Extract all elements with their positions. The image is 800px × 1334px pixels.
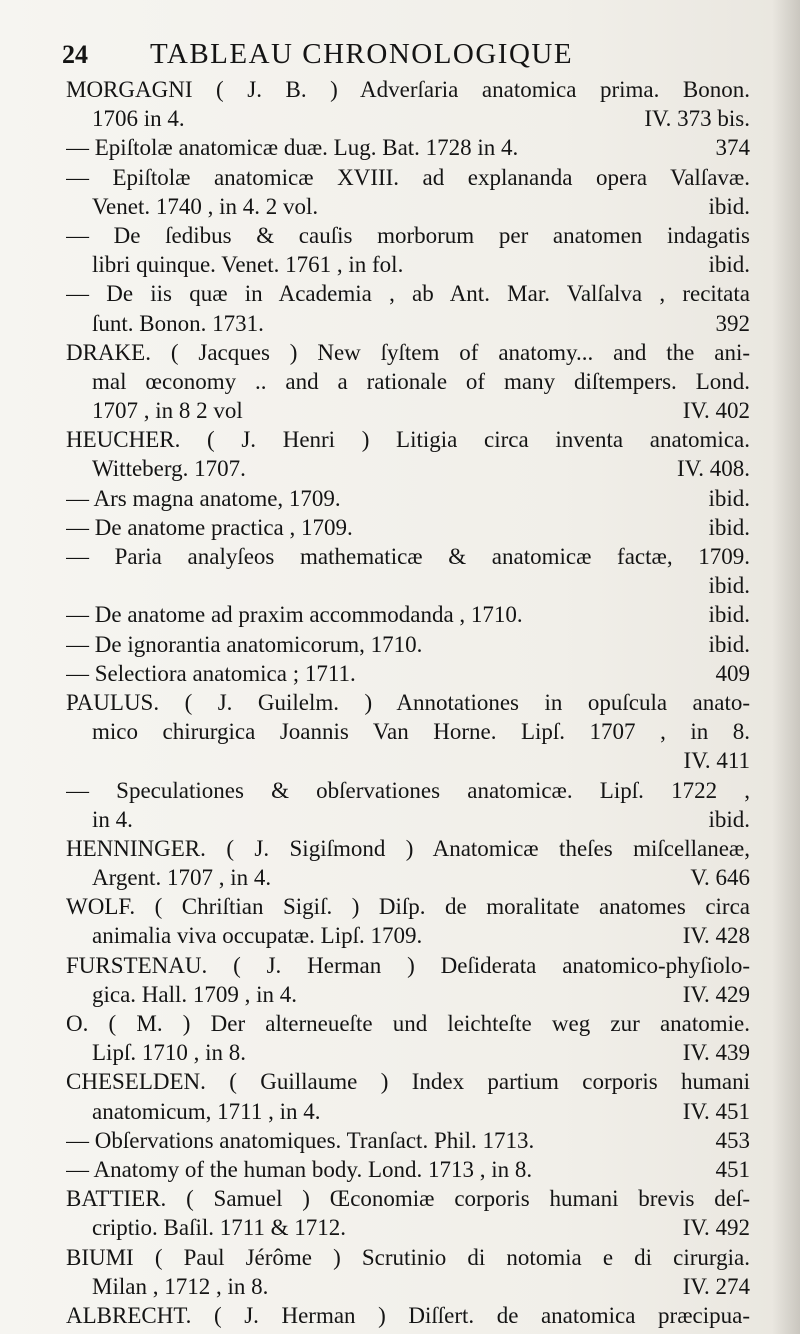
text-line (66, 776, 750, 805)
line-text: animalia viva occupatæ. Lipſ. 1709. (92, 923, 423, 949)
reference-number: ibid. (708, 573, 750, 599)
line-text: Venet. 1740 , in 4. 2 vol. (92, 193, 319, 219)
line-text: HEUCHER. ( J. Henri ) Litigia circa inventa anatomica. (66, 427, 750, 453)
text-line (66, 1184, 750, 1213)
text-line (66, 133, 750, 162)
line-text: FURSTENAU. ( J. Herman ) Deſiderata anatomico-phyſiolo- (66, 952, 750, 978)
text-line (66, 571, 750, 600)
line-text: — Ars magna anatome, 1709. (66, 485, 341, 511)
line-text: CHESELDEN. ( Guillaume ) Index partium corporis humani (66, 1069, 750, 1095)
text-line (66, 367, 750, 396)
line-text: gica. Hall. 1709 , in 4. (92, 981, 298, 1007)
text-line (66, 309, 750, 338)
text-line (66, 630, 750, 659)
text-line (66, 834, 750, 863)
text-line (66, 338, 750, 367)
reference-number: ibid. (708, 806, 750, 832)
line-text: Argent. 1707 , in 4. (92, 865, 272, 891)
page-header (62, 34, 752, 74)
page-edge-shadow (772, 0, 800, 1334)
text-line (66, 75, 750, 104)
text-line (66, 104, 750, 133)
text-line (66, 250, 750, 279)
line-text: WOLF. ( Chriſtian Sigiſ. ) Diſp. de moralitate anatomes circa (66, 894, 750, 920)
reference-number: IV. 411 (683, 748, 750, 774)
text-line (66, 863, 750, 892)
reference-number: ibid. (708, 193, 750, 219)
reference-number: ibid. (708, 602, 750, 628)
line-text: — Epiſtolæ anatomicæ XVIII. ad explananda opera Valſavæ. (66, 164, 750, 190)
line-text: — De anatome practica , 1709. (66, 514, 353, 540)
line-text: ſunt. Bonon. 1731. (92, 310, 264, 336)
text-line (66, 1009, 750, 1038)
reference-number: ibid. (708, 514, 750, 540)
line-text: — Anatomy of the human body. Lond. 1713 , in 8. (66, 1156, 533, 1182)
reference-number: IV. 408. (676, 456, 750, 482)
text-line (66, 746, 750, 775)
reference-number: IV. 492 (682, 1215, 750, 1241)
text-line (66, 951, 750, 980)
text-line (66, 1155, 750, 1184)
text-line (66, 1272, 750, 1301)
reference-number: IV. 439 (682, 1040, 750, 1066)
line-text: criptio. Baſil. 1711 & 1712. (92, 1215, 347, 1241)
text-line (66, 805, 750, 834)
reference-number: V. 646 (690, 865, 750, 891)
line-text: Milan , 1712 , in 8. (92, 1273, 269, 1299)
reference-number: ibid. (708, 485, 750, 511)
reference-number: IV. 402 (682, 398, 750, 424)
reference-number: 451 (715, 1156, 750, 1182)
line-text: — Epiſtolæ anatomicæ duæ. Lug. Bat. 1728 in 4. (66, 135, 519, 161)
line-text: — De ignorantia anatomicorum, 1710. (66, 631, 423, 657)
text-line (66, 1243, 750, 1272)
text-line (66, 980, 750, 1009)
line-text: 1706 in 4. (92, 106, 185, 132)
text-line (66, 1213, 750, 1242)
line-text: — De anatome ad praxim accommodanda , 1710. (66, 602, 523, 628)
reference-number: ibid. (708, 252, 750, 278)
text-line (66, 892, 750, 921)
text-line (66, 454, 750, 483)
line-text: DRAKE. ( Jacques ) New ſyſtem of anatomy... and the ani- (66, 339, 750, 365)
text-line (66, 396, 750, 425)
reference-number: IV. 429 (682, 981, 750, 1007)
line-text: BATTIER. ( Samuel ) Œconomiæ corporis humani brevis deſ- (66, 1186, 750, 1212)
line-text: in 4. (92, 806, 133, 832)
reference-number: IV. 274 (682, 1273, 750, 1299)
reference-number: 453 (715, 1127, 750, 1153)
line-text: — Paria analyſeos mathematicæ & anatomicæ factæ, 1709. (66, 544, 750, 569)
reference-number: IV. 373 bis. (644, 106, 750, 132)
line-text: — De iis quæ in Academia , ab Ant. Mar. Valſalva , recitata (66, 281, 750, 307)
text-line (66, 688, 750, 717)
reference-number: IV. 428 (682, 923, 750, 949)
line-text: ALBRECHT. ( J. Herman ) Diſſert. de anatomica præcipua- (66, 1302, 750, 1328)
reference-number: 374 (715, 135, 750, 161)
text-line (66, 163, 750, 192)
line-text: mal œconomy .. and a rationale of many diſtempers. Lond. (92, 368, 750, 394)
text-line (66, 221, 750, 250)
line-text: — De ſedibus & cauſis morborum per anatomen indagatis (66, 222, 750, 248)
line-text: — Obſervations anatomiques. Tranſact. Phil. 1713. (66, 1127, 535, 1153)
bibliography-text (66, 75, 750, 1330)
text-line (66, 659, 750, 688)
reference-number: ibid. (708, 631, 750, 657)
line-text: PAULUS. ( J. Guilelm. ) Annotationes in opuſcula anato- (66, 689, 750, 715)
reference-number: IV. 451 (682, 1098, 750, 1124)
reference-number: 392 (715, 310, 750, 336)
line-text: — Speculationes & obſervationes anatomicæ. Lipſ. 1722 , (66, 777, 750, 803)
text-line (66, 717, 750, 746)
text-line (66, 1126, 750, 1155)
text-line (66, 425, 750, 454)
line-text: BIUMI ( Paul Jérôme ) Scrutinio di notomia e di cirurgia. (66, 1244, 750, 1270)
line-text: libri quinque. Venet. 1761 , in fol. (92, 252, 404, 278)
text-line (66, 1038, 750, 1067)
line-text: — Selectiora anatomica ; 1711. (66, 660, 356, 686)
line-text: anatomicum, 1711 , in 4. (92, 1098, 321, 1124)
line-text: 1707 , in 8 2 vol (92, 398, 243, 424)
line-text: mico chirurgica Joannis Van Horne. Lipſ. 1707 , in 8. (92, 719, 750, 745)
page-number: 24 (62, 40, 88, 69)
text-line (66, 279, 750, 308)
line-text: MORGAGNI ( J. B. ) Adverſaria anatomica prima. Bonon. (66, 77, 750, 102)
text-line (66, 1097, 750, 1126)
text-line (66, 192, 750, 221)
text-line (66, 600, 750, 629)
text-line (66, 542, 750, 571)
text-line (66, 1301, 750, 1330)
line-text: O. ( M. ) Der alterneueſte und leichteſte weg zur anatomie. (66, 1011, 750, 1036)
reference-number: 409 (715, 660, 750, 686)
text-line (66, 513, 750, 542)
text-line (66, 484, 750, 513)
text-line (66, 1067, 750, 1096)
line-text: HENNINGER. ( J. Sigiſmond ) Anatomicæ theſes miſcellaneæ, (66, 835, 750, 861)
running-head: TABLEAU CHRONOLOGIQUE (150, 38, 574, 70)
text-line (66, 921, 750, 950)
line-text: Witteberg. 1707. (92, 456, 246, 482)
line-text: Lipſ. 1710 , in 8. (92, 1040, 246, 1066)
